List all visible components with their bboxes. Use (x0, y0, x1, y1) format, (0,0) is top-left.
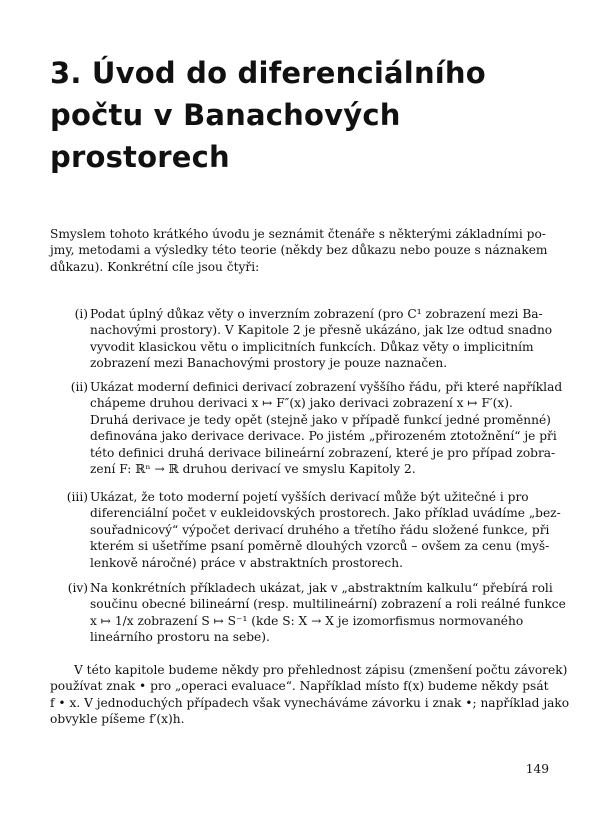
text-line: Na konkrétních příkladech ukázat, jak v „abstraktním kalkulu“ přebírá roli (90, 581, 553, 595)
goal-label: (iv) (67, 581, 88, 595)
text-line: vyvodit klasickou větu o implicitních funkcích. Důkaz věty o implicitním (90, 339, 534, 354)
text-line: Podat úplný důkaz věty o inverzním zobrazení (pro C¹ zobrazení mezi Ba- (90, 307, 543, 321)
text-line: jmy, metodami a výsledky této teorie (někdy bez důkazu nebo pouze s náznakem (50, 243, 548, 258)
text-line: definována jako derivace derivace. Po jistém „přirozeném ztotožnění“ je při (90, 429, 557, 444)
text-line: této definici druhá derivace bilineární zobrazení, které je pro případ zobra- (90, 445, 556, 460)
text-line: zobrazení mezi Banachovými prostory je pouze naznačen. (90, 356, 448, 371)
text-line: nachovými prostory). V Kapitole 2 je přesně ukázáno, jak lze odtud snadno (90, 323, 553, 338)
outro-paragraph (50, 662, 570, 728)
text-line: Smyslem tohoto krátkého úvodu je seznámit čtenáře s některými základními po- (50, 227, 546, 241)
text-line: V této kapitole budeme někdy pro přehlednost zápisu (zmenšení počtu závorek) (74, 663, 568, 677)
goal-text (90, 379, 563, 477)
text-line: používat znak • pro „operaci evaluace“. Například místo f(x) budeme někdy psát (50, 679, 549, 694)
goal-label: (ii) (70, 380, 88, 394)
goal-text (90, 306, 553, 372)
text-line: součinu obecné bilineární (resp. multilineární) zobrazení a roli reálné funkce (90, 597, 566, 612)
chapter-title (50, 52, 550, 178)
text-line: Druhá derivace je tedy opět (stejně jako v případě funkcí jedné proměnné) (90, 412, 551, 427)
goal-label: (iii) (66, 490, 88, 504)
intro-paragraph (50, 226, 550, 275)
text-line: diferenciální počet v eukleidovských prostorech. Jako příklad uvádíme „bez- (90, 506, 561, 521)
chapter-title-line: počtu v Banachových (50, 98, 401, 132)
text-line: souřadnicový“ výpočet derivací druhého a třetího řádu složené funkce, při (90, 522, 550, 537)
text-line: důkazu). Konkrétní cíle jsou čtyři: (50, 259, 260, 274)
text-line: Ukázat moderní definici derivací zobrazení vyššího řádu, při které například (90, 380, 563, 394)
goal-text (90, 580, 566, 646)
text-line: zení F: ℝⁿ → ℝ druhou derivací ve smyslu Kapitoly 2. (90, 462, 416, 477)
text-line: lineárního prostoru na sebe). (90, 630, 270, 645)
text-line: x ↦ 1/x zobrazení S ↦ S⁻¹ (kde S: X → X je izomorfismus normovaného (90, 613, 524, 628)
goal-text (90, 489, 561, 571)
chapter-title-line: prostorech (50, 140, 230, 174)
chapter-title-line: 3. Úvod do diferenciálního (50, 56, 486, 90)
text-line: Ukázat, že toto moderní pojetí vyšších derivací může být užitečné i pro (90, 490, 529, 504)
text-line: f • x. V jednoduchých případech však vynecháváme závorku i znak •; například jako (50, 695, 570, 710)
text-line: kterém si ušetříme psaní poměrně dlouhých vzorců – ovšem za cenu (myš- (90, 539, 550, 554)
text-line: lenkově náročné) práce v abstraktních prostorech. (90, 555, 403, 570)
goal-label: (i) (74, 307, 88, 321)
page-number: 149 (525, 762, 549, 776)
text-line: chápeme druhou derivaci x ↦ F″(x) jako derivaci zobrazení x ↦ F′(x). (90, 396, 513, 411)
text-line: obvykle píšeme f′(x)h. (50, 712, 185, 727)
